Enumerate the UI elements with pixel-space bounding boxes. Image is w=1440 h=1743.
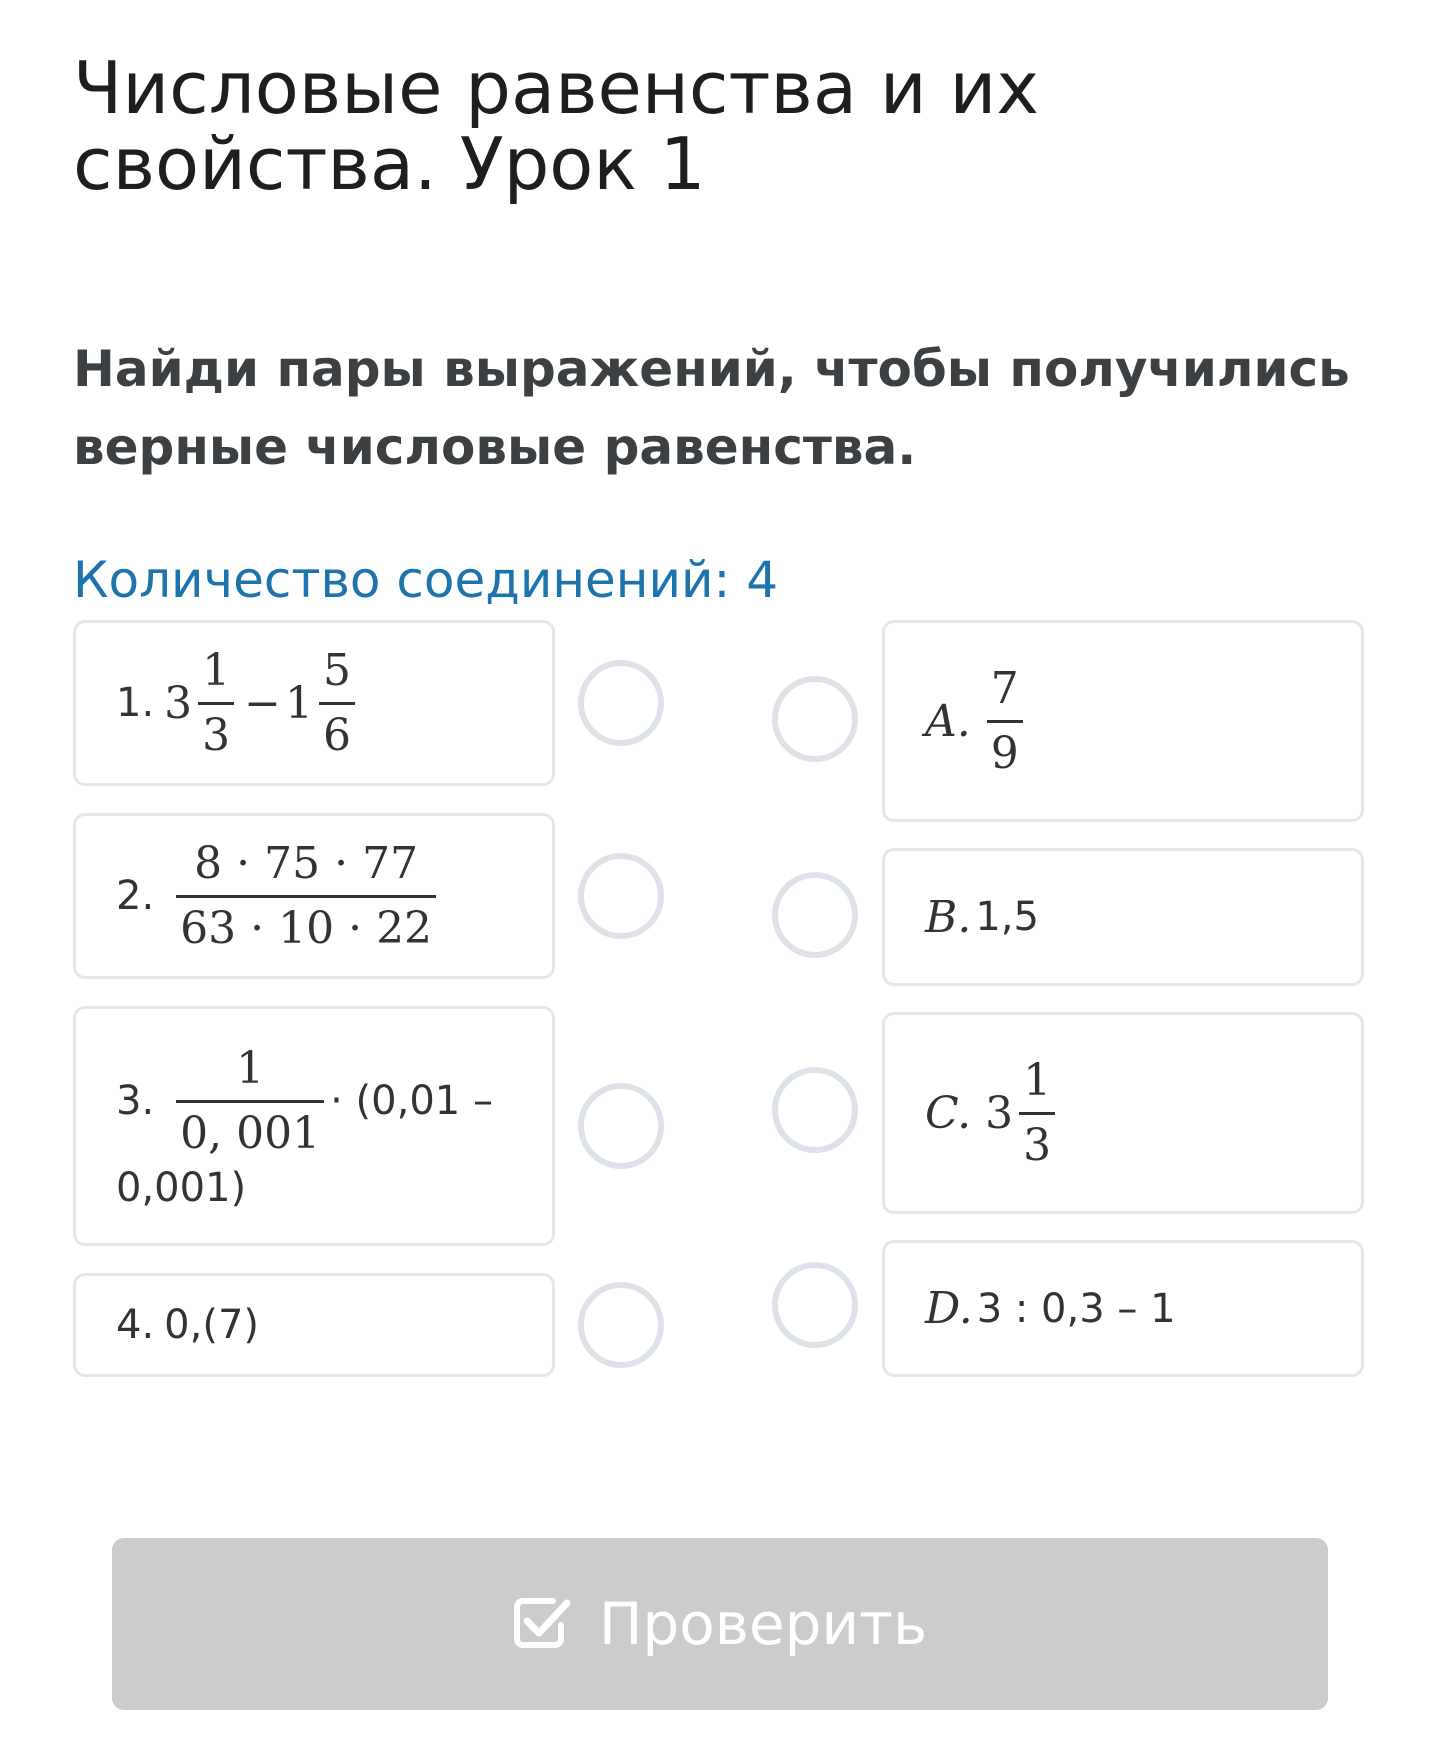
fraction — [1019, 1054, 1055, 1173]
item-value: 0,(7) — [164, 1302, 259, 1348]
connections-count: Количество соединений: 4 — [73, 551, 779, 609]
expression-tail: · (0,01 – — [330, 1078, 493, 1124]
right-connector-c[interactable] — [772, 1067, 858, 1153]
item-letter: C. — [925, 1087, 972, 1139]
left-connector-1[interactable] — [578, 660, 664, 746]
left-item-3[interactable] — [73, 1006, 555, 1246]
fraction — [987, 662, 1023, 781]
minus-sign: − — [244, 677, 282, 729]
task-instruction: Найди пары выражений, чтобы получились верные числовые равенства. — [73, 340, 1350, 476]
item-number: 4. — [116, 1302, 155, 1348]
check-button[interactable] — [112, 1538, 1328, 1710]
fraction-denominator: 3 — [1023, 1119, 1052, 1171]
right-item-a[interactable] — [882, 620, 1364, 822]
item-number: 2. — [116, 873, 155, 919]
item-value: 1,5 — [975, 894, 1039, 940]
mixed-whole: 3 — [985, 1087, 1014, 1139]
fraction-denominator: 6 — [323, 709, 352, 761]
left-item-4[interactable] — [73, 1273, 555, 1377]
item-letter: B. — [925, 891, 972, 943]
left-item-2[interactable] — [73, 813, 555, 979]
fraction-numerator: 7 — [987, 662, 1023, 723]
fraction-numerator: 5 — [319, 644, 355, 705]
right-connector-d[interactable] — [772, 1262, 858, 1348]
expression-line-2: 0,001) — [116, 1164, 247, 1211]
fraction — [198, 644, 234, 763]
right-item-c[interactable] — [882, 1012, 1364, 1214]
left-connector-4[interactable] — [578, 1282, 664, 1368]
left-connector-2[interactable] — [578, 853, 664, 939]
mixed-whole: 1 — [285, 677, 314, 729]
item-number: 3. — [116, 1078, 155, 1124]
fraction-numerator: 1 — [176, 1042, 324, 1103]
right-item-d[interactable] — [882, 1240, 1364, 1377]
right-connector-a[interactable] — [772, 676, 858, 762]
page-title: Числовые равенства и их свойства. Урок 1 — [73, 46, 1039, 206]
checkbox-check-icon — [513, 1595, 571, 1653]
fraction — [319, 644, 355, 763]
item-value: 3 : 0,3 – 1 — [976, 1285, 1176, 1332]
item-letter: A. — [925, 695, 971, 747]
fraction-denominator: 3 — [202, 709, 231, 761]
fraction — [176, 837, 436, 956]
fraction-numerator: 1 — [198, 644, 234, 705]
mixed-whole: 3 — [164, 677, 193, 729]
item-letter: D. — [925, 1283, 973, 1334]
fraction-denominator: 63 · 10 · 22 — [180, 902, 433, 954]
check-button-label: Проверить — [598, 1590, 928, 1658]
item-number: 1. — [116, 680, 155, 726]
left-item-1[interactable] — [73, 620, 555, 786]
fraction-numerator: 8 · 75 · 77 — [176, 837, 436, 898]
left-connector-3[interactable] — [578, 1083, 664, 1169]
fraction-denominator: 9 — [990, 727, 1019, 779]
right-item-b[interactable] — [882, 848, 1364, 986]
fraction — [176, 1042, 324, 1161]
right-connector-b[interactable] — [772, 872, 858, 958]
fraction-denominator: 0, 001 — [180, 1107, 321, 1159]
fraction-numerator: 1 — [1019, 1054, 1055, 1115]
